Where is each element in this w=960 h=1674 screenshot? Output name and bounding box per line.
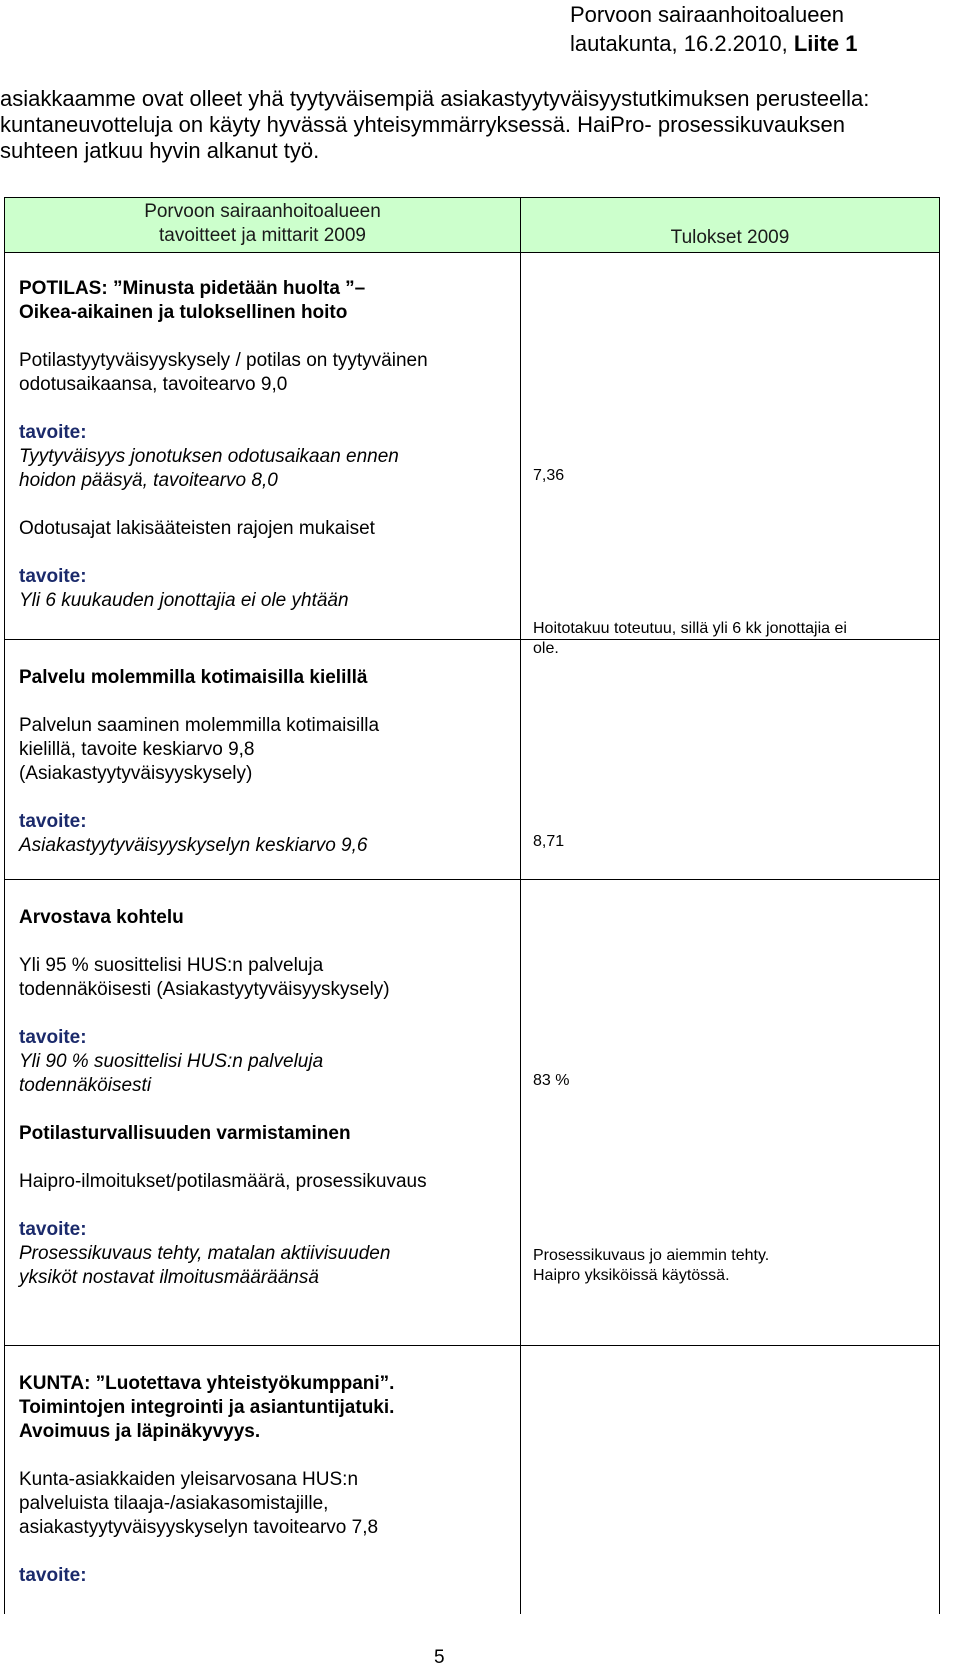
metric-text: todennäköisesti (Asiakastyytyväisyyskysely) — [19, 979, 390, 1000]
header-date: lautakunta, 16.2.2010, — [570, 31, 794, 56]
goal-text: Tyytyväisyys jonotuksen odotusaikaan ennen — [19, 446, 399, 467]
header-goals-cell — [5, 198, 521, 253]
municipality-results-cell — [521, 1346, 940, 1614]
table-row-respectful — [5, 880, 940, 1346]
section-title: POTILAS: ”Minusta pidetään huolta ”– — [19, 278, 366, 299]
intro-line-3: suhteen jatkuu hyvin alkanut työ. — [0, 138, 320, 163]
document-header — [570, 0, 900, 58]
patient-results-cell — [521, 253, 940, 657]
intro-paragraph — [0, 86, 960, 164]
page-number: 5 — [434, 1647, 445, 1668]
goal-text: Asiakastyytyväisyyskyselyn keskiarvo 9,6 — [19, 835, 368, 856]
result-text: ole. — [533, 640, 559, 657]
header-attachment: Liite 1 — [793, 31, 858, 56]
header-results-label: Tulokset 2009 — [670, 227, 790, 248]
result-value: 83 % — [533, 1072, 570, 1089]
goal-label: tavoite: — [19, 1027, 87, 1048]
result-text: Prosessikuvaus jo aiemmin tehty. — [533, 1247, 770, 1264]
metric-text: odotusaikaansa, tavoitearvo 9,0 — [19, 374, 288, 395]
header-results-cell — [521, 198, 940, 253]
table-row-language — [5, 640, 940, 880]
respectful-goals-cell — [5, 880, 521, 1346]
goal-label: tavoite: — [19, 1219, 87, 1240]
goal-label: tavoite: — [19, 1565, 87, 1586]
goal-text: Yli 90 % suosittelisi HUS:n palveluja — [19, 1051, 324, 1072]
header-goals-line-1: Porvoon sairaanhoitoalueen — [144, 201, 381, 222]
goal-label: tavoite: — [19, 566, 87, 587]
metric-text: Yli 95 % suosittelisi HUS:n palveluja — [19, 955, 324, 976]
result-text: Hoitotakuu toteutuu, sillä yli 6 kk jonottajia ei — [533, 620, 847, 637]
result-value: 7,36 — [533, 467, 565, 484]
metric-text: Odotusajat lakisääteisten rajojen mukaiset — [19, 518, 375, 539]
goal-text: Yli 6 kuukauden jonottajia ei ole yhtään — [19, 590, 349, 611]
respectful-results-cell — [521, 880, 940, 1346]
metric-text: (Asiakastyytyväisyyskysely) — [19, 763, 253, 784]
patient-goals-cell — [5, 253, 521, 640]
table-header-row — [5, 198, 940, 253]
language-goals-cell — [5, 640, 521, 880]
table-row-municipality — [5, 1346, 940, 1614]
header-line-2 — [570, 29, 900, 58]
goal-label: tavoite: — [19, 422, 87, 443]
metric-text: Palvelun saaminen molemmilla kotimaisilla — [19, 715, 380, 736]
metric-text: palveluista tilaaja-/asiakasomistajille, — [19, 1493, 329, 1514]
goal-label: tavoite: — [19, 811, 87, 832]
intro-line-2: kuntaneuvotteluja on käyty hyvässä yhteisymmärryksessä. HaiPro- prosessikuvauksen — [0, 112, 845, 137]
section-title: KUNTA: ”Luotettava yhteistyökumppani”. — [19, 1373, 395, 1394]
metric-text: asiakastyytyväisyyskyselyn tavoitearvo 7,8 — [19, 1517, 379, 1538]
section-title: Arvostava kohtelu — [19, 907, 184, 928]
goal-text: todennäköisesti — [19, 1075, 152, 1096]
metric-text: Haipro-ilmoitukset/potilasmäärä, prosessikuvaus — [19, 1171, 427, 1192]
section-subtitle: Oikea-aikainen ja tuloksellinen hoito — [19, 302, 348, 323]
result-value: 8,71 — [533, 833, 565, 850]
header-goals-line-2: tavoitteet ja mittarit 2009 — [159, 225, 366, 246]
goal-text: yksiköt nostavat ilmoitusmääräänsä — [19, 1267, 319, 1288]
municipality-goals-cell — [5, 1346, 521, 1614]
metric-text: Kunta-asiakkaiden yleisarvosana HUS:n — [19, 1469, 359, 1490]
header-line-1: Porvoon sairaanhoitoalueen — [570, 2, 844, 27]
table-row-patient — [5, 253, 940, 640]
goals-table — [4, 197, 940, 1614]
goal-text: Prosessikuvaus tehty, matalan aktiivisuuden — [19, 1243, 391, 1264]
intro-line-1: asiakkaamme ovat olleet yhä tyytyväisempiä asiakastyytyväisyystutkimuksen perusteella: — [0, 86, 870, 111]
section-subtitle: Toimintojen integrointi ja asiantuntijatuki. — [19, 1397, 395, 1418]
language-results-cell — [521, 640, 940, 880]
result-text: Haipro yksiköissä käytössä. — [533, 1267, 730, 1284]
metric-text: Potilastyytyväisyyskysely / potilas on tyytyväinen — [19, 350, 428, 371]
goal-text: hoidon pääsyä, tavoitearvo 8,0 — [19, 470, 278, 491]
section-subtitle: Avoimuus ja läpinäkyvyys. — [19, 1421, 261, 1442]
metric-text: kielillä, tavoite keskiarvo 9,8 — [19, 739, 255, 760]
section-title: Palvelu molemmilla kotimaisilla kielillä — [19, 667, 368, 688]
section-title: Potilasturvallisuuden varmistaminen — [19, 1123, 351, 1144]
